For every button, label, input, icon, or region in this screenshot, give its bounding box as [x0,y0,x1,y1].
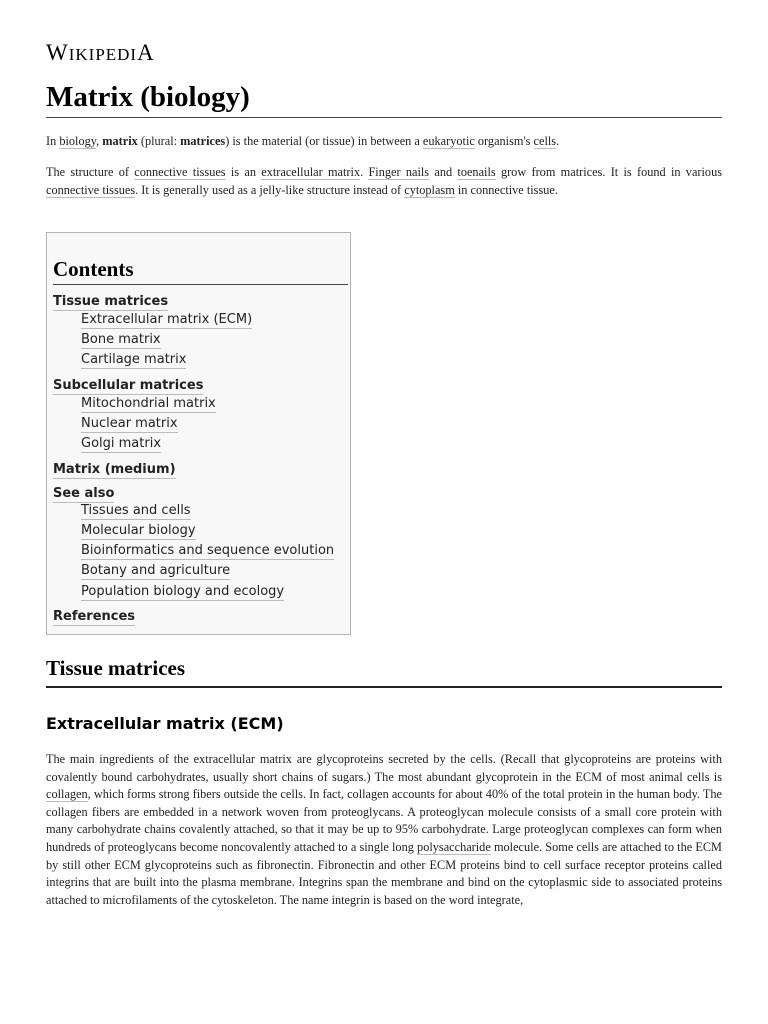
toc-item-extracellular-matrix[interactable]: Extracellular matrix (ECM) [81,312,253,327]
toc-item-references[interactable]: References [53,609,136,624]
toc-item-bioinformatics[interactable]: Bioinformatics and sequence evolution [81,543,335,558]
link-polysaccharide[interactable]: polysaccharide [417,839,491,854]
toc-item-golgi-matrix[interactable]: Golgi matrix [81,436,162,451]
link-collagen[interactable]: collagen [46,787,88,802]
ecm-paragraph: The main ingredients of the extracellular matrix are glycoproteins secreted by the cells. (Recall that glycoproteins are proteins with covalently bound carbohydrates, usually short chains of sugars.) The most abundant glycoprotein in the ECM of most animal cells is collagen, which forms strong fibers outside the cells. In fact, collagen accounts for about 40% of the total protein in the human body. The collagen fibers are embedded in a network woven from proteoglycans. A proteoglycan molecule consists of a small core protein with many carbohydrate chains covalently attached, so that it may be up to 95% carbohydrate. Large proteoglycan complexes can form when hundreds of proteoglycans become noncovalently attached to a single long polysaccharide molecule. Some cells are attached to the ECM by still other ECM glycoproteins such as fibronectin. Fibronectin and other ECM proteins bind to cell surface receptor proteins called integrins that are built into the plasma membrane. Integrins span the membrane and bind on the cytoplasmic side to associated proteins attached to microfilaments of the cytoskeleton. The name integrin is based on the word integrate, [46,752,722,907]
link-connective-tissues[interactable]: connective tissues [134,165,226,179]
toc-item-see-also[interactable]: See also [53,486,115,501]
link-extracellular-matrix[interactable]: extracellular matrix [261,165,361,179]
toc-item-tissues-and-cells[interactable]: Tissues and cells [81,503,191,518]
toc-item-mitochondrial-matrix[interactable]: Mitochondrial matrix [81,396,216,411]
toc-item-molecular-biology[interactable]: Molecular biology [81,523,196,538]
toc-item-matrix-medium[interactable]: Matrix (medium) [53,462,176,477]
intro-paragraph-1: In biology, matrix (plural: matrices) is the material (or tissue) in between a eukaryotic organism's cells. [46,134,560,148]
link-cytoplasm[interactable]: cytoplasm [404,182,455,197]
link-cells[interactable]: cells [533,134,557,148]
toc-item-subcellular-matrices[interactable]: Subcellular matrices [53,378,204,393]
toc-item-bone-matrix[interactable]: Bone matrix [81,332,161,347]
link-connective-tissues-2[interactable]: connective tissues [46,182,136,197]
toc-item-tissue-matrices[interactable]: Tissue matrices [53,294,169,309]
table-of-contents [46,232,351,635]
toc-title: Contents [53,257,348,285]
link-eukaryotic[interactable]: eukaryotic [422,134,475,148]
intro-paragraph-2: The structure of connective tissues is an extracellular matrix. Finger nails and toenails grow from matrices. It is found in various connective tissues. It is generally used as a jelly-like structure instead of cytoplasm in connective tissue. [46,165,723,197]
toc-item-botany-and-agriculture[interactable]: Botany and agriculture [81,563,231,578]
subsection-heading-ecm: Extracellular matrix (ECM) [46,714,284,733]
page-title: Matrix (biology) [46,80,722,118]
link-finger-nails[interactable]: Finger nails [368,165,430,179]
section-heading-tissue-matrices: Tissue matrices [46,656,722,688]
link-toenails[interactable]: toenails [457,165,496,179]
toc-item-population-biology[interactable]: Population biology and ecology [81,584,285,599]
wikipedia-wordmark[interactable]: WIKIPEDIA [46,40,155,65]
link-biology[interactable]: biology [59,134,97,148]
toc-item-cartilage-matrix[interactable]: Cartilage matrix [81,352,187,367]
toc-item-nuclear-matrix[interactable]: Nuclear matrix [81,416,178,431]
